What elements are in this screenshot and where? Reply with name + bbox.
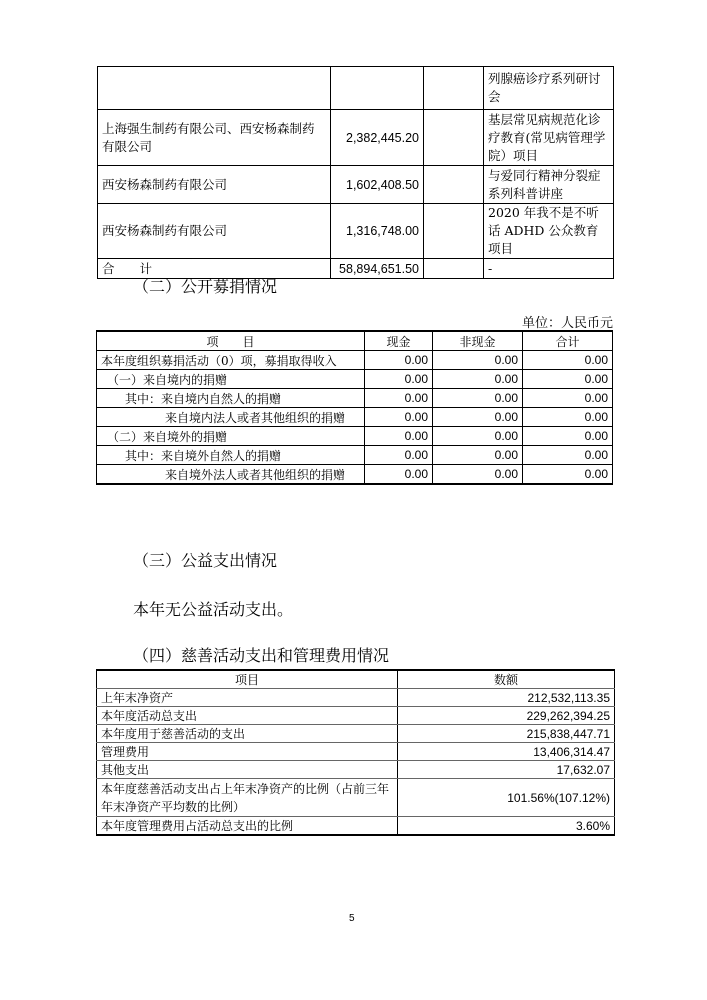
unit-label: 单位：人民币元	[522, 316, 614, 331]
noncash-cell: 0.00	[433, 427, 523, 446]
amount-cell: 1,316,748.00	[331, 204, 424, 259]
item-cell: 其中：来自境内自然人的捐赠	[97, 389, 365, 408]
section-body-text: 本年无公益活动支出。	[133, 600, 294, 619]
total-cell: 0.00	[523, 427, 613, 446]
donor-cell: 西安杨森制药有限公司	[98, 166, 331, 204]
amount-cell: 2,382,445.20	[331, 110, 424, 166]
col-header-item: 项 目	[97, 331, 365, 351]
col-header-item: 项目	[97, 670, 398, 689]
table-row	[97, 465, 613, 485]
donor-cell	[98, 67, 331, 110]
total-amount: 58,894,651.50	[331, 259, 424, 279]
noncash-cell: 0.00	[433, 370, 523, 389]
blank-cell	[424, 166, 484, 204]
item-cell: 本年度慈善活动支出占上年末净资产的比例（占前三年年末净资产平均数的比例）	[97, 779, 398, 817]
amount-cell: 1,602,408.50	[331, 166, 424, 204]
value-cell: 212,532,113.35	[398, 689, 615, 707]
page-number: 5	[349, 913, 355, 924]
item-cell: （二）来自境外的捐赠	[97, 427, 365, 446]
table-row	[98, 204, 614, 259]
item-cell: （一）来自境内的捐赠	[97, 370, 365, 389]
project-cell: 列腺癌诊疗系列研讨会	[484, 67, 614, 110]
total-cell: 0.00	[523, 370, 613, 389]
cash-cell: 0.00	[365, 408, 433, 427]
table-row	[97, 743, 615, 761]
item-cell: 本年度管理费用占活动总支出的比例	[97, 817, 398, 836]
section-heading-public-welfare: （三）公益支出情况	[133, 551, 278, 570]
cash-cell: 0.00	[365, 389, 433, 408]
value-cell: 17,632.07	[398, 761, 615, 779]
section-heading-public-fundraising: （二）公开募捐情况	[133, 277, 278, 296]
total-label: 合 计	[98, 259, 331, 279]
noncash-cell: 0.00	[433, 351, 523, 370]
blank-cell	[424, 67, 484, 110]
table-row	[97, 351, 613, 370]
table-header-row	[97, 670, 615, 689]
project-cell: 基层常见病规范化诊疗教育(常见病管理学院）项目	[484, 110, 614, 166]
project-cell: 2020 年我不是不听话 ADHD 公众教育项目	[484, 204, 614, 259]
table-row	[97, 779, 615, 817]
value-cell: 215,838,447.71	[398, 725, 615, 743]
cash-cell: 0.00	[365, 427, 433, 446]
value-cell: 101.56%(107.12%)	[398, 779, 615, 817]
blank-cell	[424, 204, 484, 259]
table-row	[97, 389, 613, 408]
noncash-cell: 0.00	[433, 446, 523, 465]
blank-cell	[424, 110, 484, 166]
item-cell: 来自境内法人或者其他组织的捐赠	[97, 408, 365, 427]
project-cell: 与爱同行精神分裂症系列科普讲座	[484, 166, 614, 204]
noncash-cell: 0.00	[433, 389, 523, 408]
col-header-noncash: 非现金	[433, 331, 523, 351]
table-header-row	[97, 331, 613, 351]
blank-cell	[424, 259, 484, 279]
total-project: -	[484, 259, 614, 279]
item-cell: 来自境外法人或者其他组织的捐赠	[97, 465, 365, 485]
col-header-total: 合计	[523, 331, 613, 351]
item-cell: 上年末净资产	[97, 689, 398, 707]
table-row	[97, 761, 615, 779]
noncash-cell: 0.00	[433, 465, 523, 485]
total-cell: 0.00	[523, 446, 613, 465]
amount-cell	[331, 67, 424, 110]
item-cell: 管理费用	[97, 743, 398, 761]
table-row	[97, 707, 615, 725]
table-row	[97, 725, 615, 743]
col-header-cash: 现金	[365, 331, 433, 351]
total-cell: 0.00	[523, 408, 613, 427]
item-cell: 本年度活动总支出	[97, 707, 398, 725]
col-header-value: 数额	[398, 670, 615, 689]
noncash-cell: 0.00	[433, 408, 523, 427]
donor-cell: 西安杨森制药有限公司	[98, 204, 331, 259]
item-cell: 本年度组织募捐活动（0）项，募捐取得收入	[97, 351, 365, 370]
table-row	[97, 689, 615, 707]
cash-cell: 0.00	[365, 370, 433, 389]
donor-cell: 上海强生制药有限公司、西安杨森制药有限公司	[98, 110, 331, 166]
section-heading-charity-expenditure: （四）慈善活动支出和管理费用情况	[133, 646, 390, 665]
item-cell: 其中：来自境外自然人的捐赠	[97, 446, 365, 465]
value-cell: 229,262,394.25	[398, 707, 615, 725]
total-cell: 0.00	[523, 465, 613, 485]
value-cell: 13,406,314.47	[398, 743, 615, 761]
cash-cell: 0.00	[365, 351, 433, 370]
table-row	[98, 67, 614, 110]
public-fundraising-table	[96, 330, 613, 485]
table-row	[98, 110, 614, 166]
charity-expenditure-table	[96, 669, 615, 836]
donor-table	[97, 66, 614, 279]
cash-cell: 0.00	[365, 465, 433, 485]
table-row	[97, 446, 613, 465]
total-cell: 0.00	[523, 389, 613, 408]
table-row	[97, 817, 615, 836]
table-row	[97, 427, 613, 446]
total-cell: 0.00	[523, 351, 613, 370]
value-cell: 3.60%	[398, 817, 615, 836]
table-row	[98, 166, 614, 204]
table-row	[97, 408, 613, 427]
item-cell: 其他支出	[97, 761, 398, 779]
item-cell: 本年度用于慈善活动的支出	[97, 725, 398, 743]
table-row	[97, 370, 613, 389]
cash-cell: 0.00	[365, 446, 433, 465]
